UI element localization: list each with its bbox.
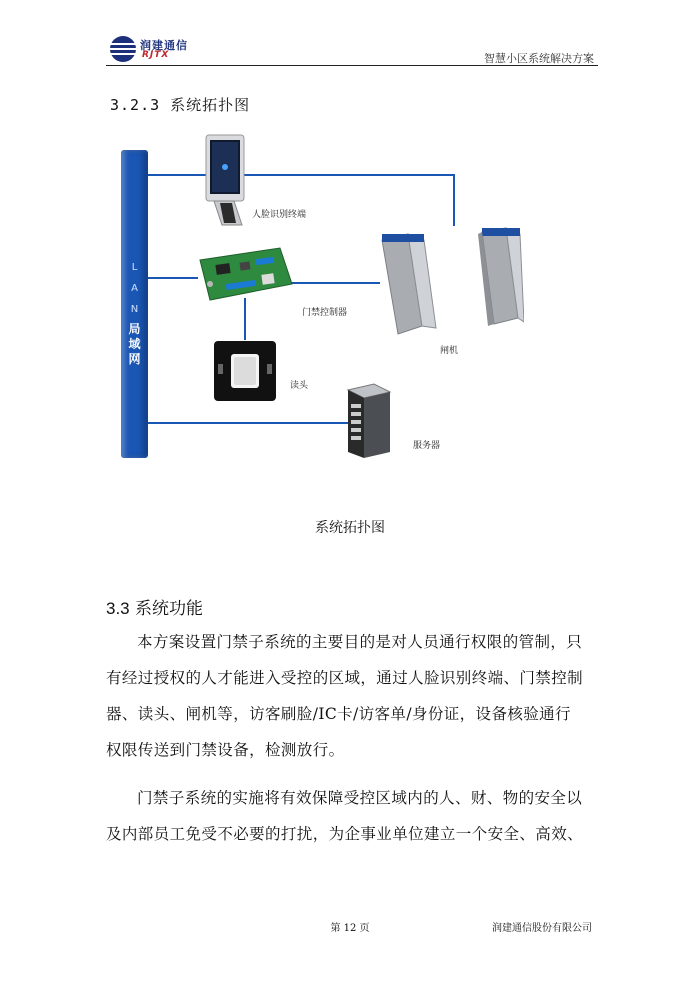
paragraph-line: 门禁子系统的实施将有效保障受控区域内的人、财、物的安全以	[137, 789, 583, 807]
line-controller-reader	[244, 298, 246, 340]
lan-letter: N	[130, 304, 139, 315]
line-face-terminal	[148, 174, 208, 176]
label-face-terminal: 人脸识别终端	[252, 210, 307, 220]
subsection-heading: 3.2.3 系统拓扑图	[110, 96, 251, 114]
label-access-controller: 门禁控制器	[302, 308, 348, 318]
paragraph-line: 及内部员工免受不必要的打扰，为企事业单位建立一个安全、高效、	[106, 825, 584, 843]
lan-label-cn: 域	[128, 337, 141, 351]
page-number: 第 12 页	[330, 923, 370, 934]
line-controller-gate	[292, 282, 380, 284]
figure-caption: 系统拓扑图	[315, 520, 385, 536]
label-gate: 闸机	[440, 346, 459, 356]
footer-company: 润建通信股份有限公司	[492, 923, 592, 934]
line-top-drop	[453, 174, 455, 226]
section-heading	[106, 594, 203, 619]
paragraph-line: 本方案设置门禁子系统的主要目的是对人员通行权限的管制，只	[137, 633, 583, 651]
label-card-reader: 读头	[290, 381, 309, 391]
label-server: 服务器	[413, 441, 441, 451]
card-reader-image	[213, 340, 277, 402]
line-controller	[148, 277, 198, 279]
section-number: 3.3	[106, 599, 130, 618]
face-terminal-image	[204, 133, 248, 231]
logo-chinese-text: 润建通信	[140, 39, 188, 52]
line-top-bus	[240, 174, 455, 176]
lan-letter: L	[131, 262, 138, 273]
paragraph	[106, 780, 598, 852]
section-title: 系统功能	[135, 599, 204, 619]
line-server	[148, 422, 348, 424]
lan-network-bar	[121, 150, 148, 458]
server-image	[344, 382, 394, 460]
access-controller-image	[196, 246, 294, 302]
lan-label-cn: 网	[128, 352, 141, 366]
paragraph	[106, 624, 598, 768]
turnstile-gate-image	[378, 226, 524, 338]
lan-letter: A	[131, 283, 138, 294]
topology-diagram	[0, 0, 700, 470]
document-title: 智慧小区系统解决方案	[484, 52, 594, 65]
paragraph-line: 权限传送到门禁设备，检测放行。	[106, 741, 345, 759]
logo-english-text: RJTX	[142, 50, 170, 60]
lan-label-cn: 局	[128, 322, 141, 336]
paragraph-line: 器、读头、闸机等，访客刷脸/IC卡/访客单/身份证，设备核验通行	[106, 705, 571, 723]
paragraph-line: 有经过授权的人才能进入受控的区域，通过人脸识别终端、门禁控制	[106, 669, 584, 687]
